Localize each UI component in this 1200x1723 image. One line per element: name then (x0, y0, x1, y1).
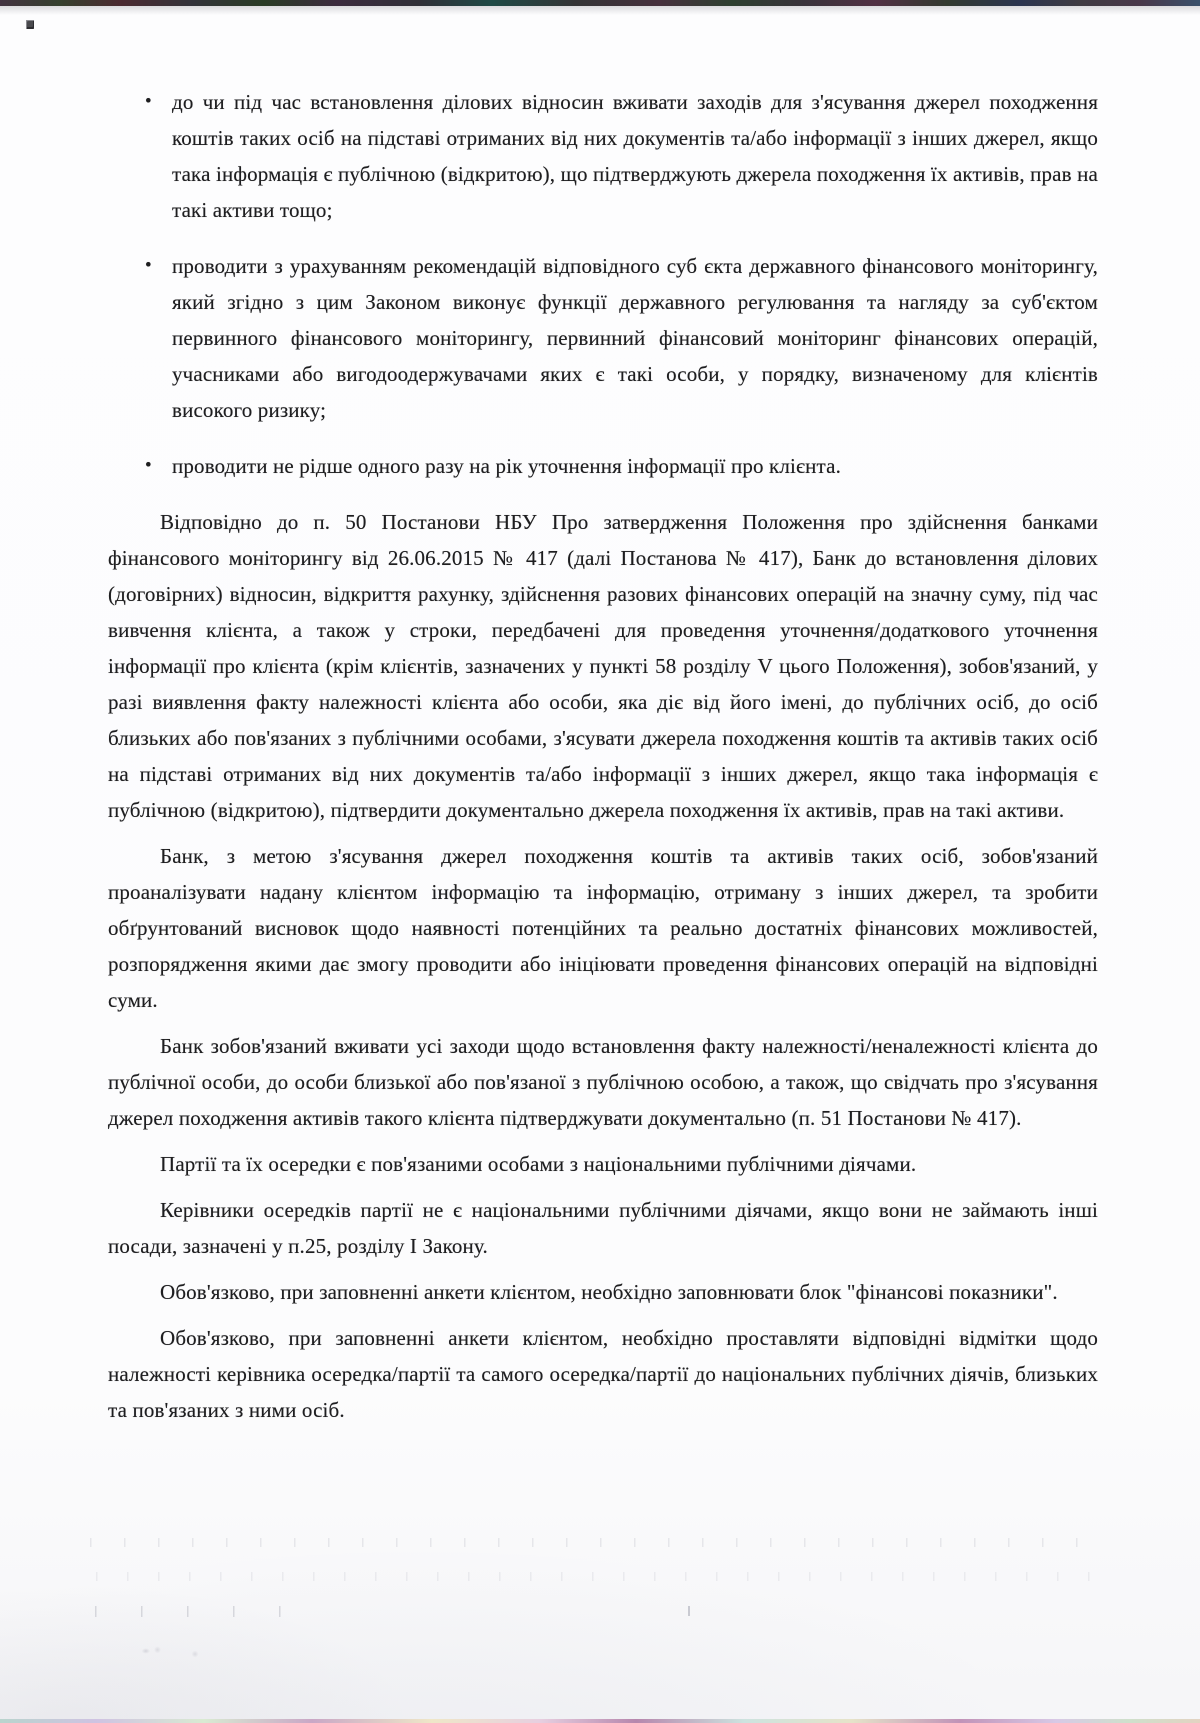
document-text-block (108, 84, 1098, 1428)
paragraph: Банк, з метою з'ясування джерел походження коштів та активів таких осіб, зобов'язаний проаналізувати надану клієнтом інформацію та інформацію, отриману з інших джерел, та зробити обґрунтований висновок щодо наявності потенційних та реально достатніх фінансових можливостей, розпорядження якими дає змогу проводити або ініціювати проведення фінансових операцій на відповідні суми. (108, 844, 1098, 1012)
scan-artifact-smudge (138, 1645, 164, 1657)
scan-edge-bottom (0, 1719, 1200, 1723)
bullet-text: проводити з урахуванням рекомендацій відповідного суб єкта державного фінансового моніторингу, який згідно з цим Законом виконує функції державного регулювання та нагляду за суб'єктом первинного фінансового моніторингу, первинний фінансовий моніторинг фінансових операцій, учасниками або вигодоодержувачами яких є такі особи, у порядку, визначеному для клієнтів високого ризику; (172, 254, 1098, 422)
scan-artifact-tick (688, 1606, 690, 1616)
bullet-item (145, 448, 1098, 484)
scan-artifact-corner-mark (26, 20, 34, 29)
bullet-icon: • (145, 255, 152, 276)
bullet-list (108, 84, 1098, 484)
bullet-text: до чи під час встановлення ділових відносин вживати заходів для з'ясування джерел походження коштів таких осіб на підставі отриманих від них документів та/або інформації з інших джерел, якщо така інформація є публічною (відкритою), що підтверджують джерела походження їх активів, прав на такі активи тощо; (172, 90, 1098, 222)
bullet-item (145, 248, 1098, 428)
bullet-icon: • (145, 455, 152, 476)
scan-edge-top-fade (0, 6, 1200, 15)
scan-artifact-tick-row (96, 1572, 1096, 1581)
scan-artifact-smudge (188, 1648, 202, 1660)
scan-artifact-tick-row (95, 1606, 295, 1617)
paragraph: Керівники осередків партії не є національними публічними діячами, якщо вони не займають інші посади, зазначені у п.25, розділу І Закону. (108, 1198, 1098, 1258)
paragraph: Обов'язково, при заповненні анкети клієнтом, необхідно проставляти відповідні відмітки щодо належності керівника осередка/партії та самого осередка/партії до національних публічних діячів, близьких та пов'язаних з ними осіб. (108, 1326, 1098, 1422)
scan-artifact-tick-row (90, 1538, 1100, 1547)
bullet-icon: • (145, 91, 152, 112)
paragraph: Обов'язково, при заповненні анкети клієнтом, необхідно заповнювати блок "фінансові показники". (160, 1280, 1058, 1304)
paragraph: Банк зобов'язаний вживати усі заходи щодо встановлення факту належності/неналежності клієнта до публічної особи, до особи близької або пов'язаної з публічною особою, а також, що свідчать про з'ясування джерел походження активів такого клієнта підтверджувати документально (п. 51 Постанови № 417). (108, 1034, 1098, 1130)
paragraph: Партії та їх осередки є пов'язаними особами з національними публічними діячами. (160, 1152, 917, 1176)
bullet-item (145, 84, 1098, 228)
bullet-text: проводити не рідше одного разу на рік уточнення інформації про клієнта. (172, 454, 842, 478)
paragraph: Відповідно до п. 50 Постанови НБУ Про затвердження Положення про здійснення банками фінансового моніторингу від 26.06.2015 № 417 (далі Постанова № 417), Банк до встановлення ділових (договірних) відносин, відкриття рахунку, здійснення разових фінансових операцій на значну суму, під час вивчення клієнта, а також у строки, передбачені для проведення уточнення/додаткового уточнення інформації про клієнта (крім клієнтів, зазначених у пункті 58 розділу V цього Положення), зобов'язаний, у разі виявлення факту належності клієнта або особи, яка діє від його імені, до публічних осіб, до осіб близьких або пов'язаних з публічними особами, з'ясувати джерела походження коштів та активів таких осіб на підставі отриманих від них документів та/або інформації з інших джерел, якщо така інформація є публічною (відкритою), підтвердити документально джерела походження їх активів, прав на такі активи. (108, 510, 1098, 822)
